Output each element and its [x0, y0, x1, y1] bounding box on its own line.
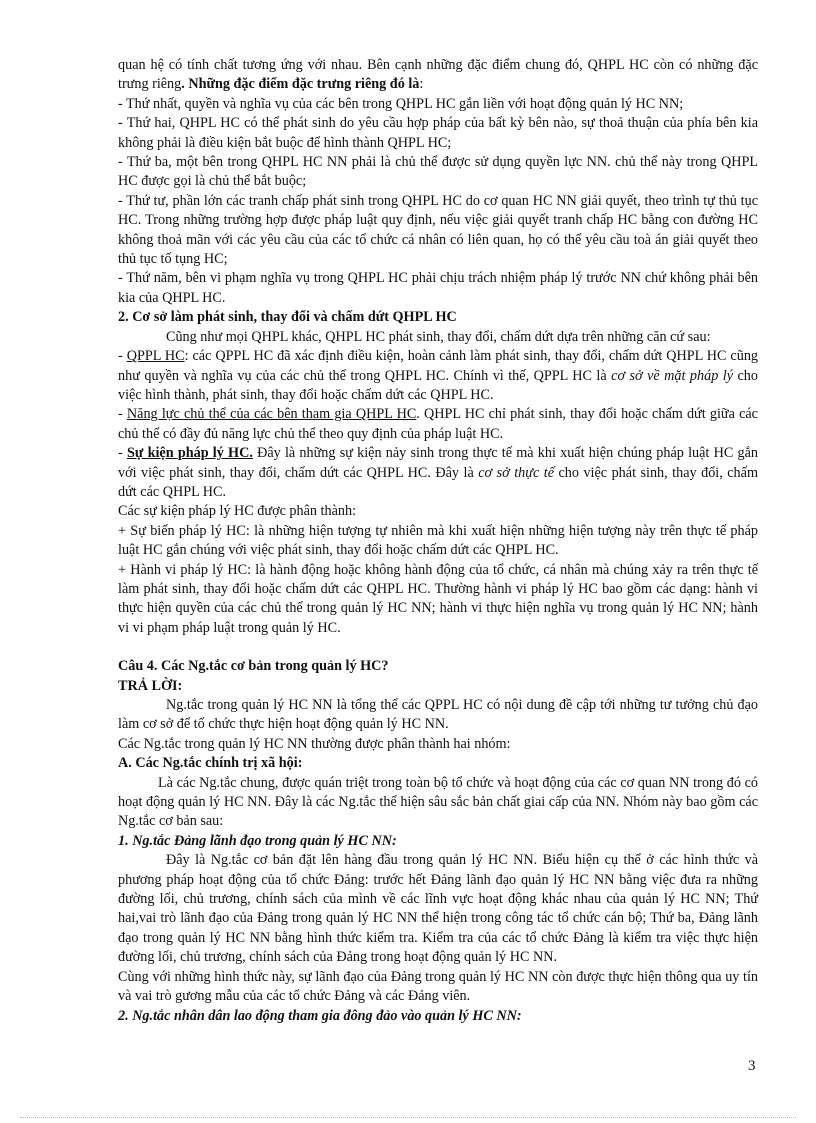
basis-event: [118, 444, 758, 502]
basis-term: Năng lực chủ thể của các bên tham gia QHPL HC: [126, 406, 417, 423]
principle-text-more: Cùng với những hình thức này, sự lãnh đạo của Đảng trong quản lý HC NN còn được thực hiện thông qua uy tín và vai trò gương mẫu của các tổ chức Đảng và các Đảng viên.: [118, 968, 758, 1005]
basis-text: . QHPL HC chỉ phát sinh, thay đổi hoặc chấm dứt giữa các chủ thể có đầy đủ năng lực chủ thể theo quy định của pháp luật HC.: [118, 406, 758, 442]
intro-colon: :: [419, 76, 424, 93]
answer-label: TRẢ LỜI:: [118, 677, 183, 694]
basis-italic: cơ sở thực tế: [478, 464, 554, 481]
dash: -: [118, 348, 127, 365]
basis-text: : các QPPL HC đã xác định điều kiện, hoàn cảnh làm phát sinh, thay đổi, chấm dứt QHPL HC cũng như quyền và nghĩa vụ của các chủ thể trong QHPL HC. Chính vì thế, QPPL HC là: [118, 348, 759, 384]
principle-heading: 1. Ng.tắc Đảng lãnh đạo trong quản lý HC NN:: [118, 832, 397, 849]
event-type-item: + Sự biến pháp lý HC: là những hiện tượng tự nhiên mà khi xuất hiện những hiện tượng này trên thực tế pháp luật HC gắn chúng với việc phát sinh, thay đổi hoặc chấm dứt các QHPL HC.: [118, 522, 758, 559]
basis-qppl: [118, 347, 758, 405]
principle-text: Đây là Ng.tắc cơ bản đặt lên hàng đầu trong quản lý HC NN. Biểu hiện cụ thể ở các hình thức và phương pháp hoạt động của tổ chức Đảng: trước hết Đảng lãnh đạo quản lý HC NN bằng việc đưa ra những đường lối, chủ trương, chính sách của mình về các lĩnh vực hoạt động khác nhau của quản lý HC NN; Thứ hai,vai trò lãnh đạo của Đảng trong quản lý HC NN thể hiện trong công tác tổ chức cán bộ; Thứ ba, Đảng lãnh đạo trong quản lý HC NN bằng hình thức kiểm tra. Kiểm tra của các tổ chức Đảng là kiểm tra việc thực hiện đường lối, chủ trương, chính sách của Đảng trong hoạt động quản lý HC NN.: [118, 852, 758, 966]
group-description: Là các Ng.tắc chung, được quán triệt trong toàn bộ tổ chức và hoạt động của các cơ quan NN trong đó có hoạt động quản lý HC NN. Đây là các Ng.tắc thể hiện sâu sắc bản chất giai cấp của NN. Nhóm này bao gồm các Ng.tắc cơ bản sau:: [118, 774, 758, 830]
feature-item: - Thứ năm, bên vi phạm nghĩa vụ trong QHPL HC phải chịu trách nhiệm pháp lý trước NN chứ không phải bên kia của QHPL HC.: [118, 270, 758, 306]
event-classification: Các sự kiện pháp lý HC được phân thành:: [118, 503, 357, 520]
section-heading: 2. Cơ sở làm phát sinh, thay đổi và chấm dứt QHPL HC: [118, 309, 457, 326]
spacer: [118, 638, 758, 657]
basis-text-end: cho việc phát sinh, thay đổi, chấm dứt các QHPL HC.: [118, 464, 758, 500]
basis-capacity: [118, 405, 758, 444]
principle-groups: Các Ng.tắc trong quản lý HC NN thường được phân thành hai nhóm:: [118, 735, 511, 752]
intro-paragraph: [118, 56, 758, 95]
dash: -: [118, 406, 127, 423]
event-type-item: + Hành vi pháp lý HC: là hành động hoặc không hành động của tổ chức, cá nhân mà chúng xảy ra trên thực tế làm phát sinh, thay đổi hoặc chấm dứt các QHPL HC. Thường hành vi pháp lý HC bao gồm các dạng: hành vi thực hiện quyền của các chủ thể trong quản lý HC NN; hành vi thực hiện nghĩa vụ trong quản lý HC NN; hành vi vi phạm pháp luật trong quản lý HC.: [118, 561, 758, 636]
document-page: [118, 56, 758, 1026]
feature-item: - Thứ tư, phần lớn các tranh chấp phát sinh trong QHPL HC do cơ quan HC NN giải quyết, theo trình tự thủ tục HC. Trong những trường hợp được pháp luật quy định, nếu việc giải quyết tranh chấp HC bằng con đường HC không thoả mãn với các yêu cầu của các tổ chức cá nhân có liên quan, họ có thể yêu cầu toà án giải quyết theo thủ tục tố tụng HC;: [118, 192, 758, 268]
intro-text: quan hệ có tính chất tương ứng với nhau. Bên cạnh những đặc điểm chung đó, QHPL HC còn có những đặc trưng riêng: [118, 57, 758, 93]
page-divider: [20, 1117, 796, 1118]
basis-text-end: cho việc hình thành, phát sinh, thay đổi hoặc chấm dứt các QHPL HC.: [118, 367, 758, 403]
page-number: 3: [748, 1058, 756, 1074]
intro-bold-text: . Những đặc điểm đặc trưng riêng đó là: [181, 76, 420, 93]
feature-item: - Thứ ba, một bên trong QHPL HC NN phải là chủ thể được sử dụng quyền lực NN. chủ thể này trong QHPL HC được gọi là chủ thể bắt buộc;: [118, 154, 758, 190]
group-heading: A. Các Ng.tắc chính trị xã hội:: [118, 755, 303, 772]
basis-term: QPPL HC: [126, 348, 185, 365]
principle-heading: 2. Ng.tắc nhân dân lao động tham gia đông đảo vào quản lý HC NN:: [118, 1007, 522, 1024]
feature-item: - Thứ nhất, quyền và nghĩa vụ của các bên trong QHPL HC gắn liền với hoạt động quản lý HC NN;: [118, 95, 684, 112]
principle-definition: Ng.tắc trong quản lý HC NN là tổng thể các QPPL HC có nội dung đề cập tới những tư tưởng chủ đạo làm cơ sở để tổ chức thực hiện hoạt động quản lý HC NN.: [118, 697, 758, 733]
basis-text: Đây là những sự kiện nảy sinh trong thực tế mà khi xuất hiện chúng pháp luật HC gắn với việc phát sinh, thay đổi, chấm dứt các QHPL HC. Đây là: [118, 445, 758, 481]
section-lead: Cũng như mọi QHPL khác, QHPL HC phát sinh, thay đổi, chấm dứt dựa trên những căn cứ sau:: [166, 328, 711, 345]
feature-item: - Thứ hai, QHPL HC có thể phát sinh do yêu cầu hợp pháp của bất kỳ bên nào, sự thoả thuận của phía bên kia không phải là điều kiện bắt buộc để hình thành QHPL HC;: [118, 115, 758, 151]
dash: -: [118, 445, 127, 462]
question-title: Câu 4. Các Ng.tắc cơ bản trong quản lý HC?: [118, 658, 389, 675]
basis-italic: cơ sở về mặt pháp lý: [611, 367, 734, 384]
basis-term: Sự kiện pháp lý HC.: [126, 445, 253, 462]
